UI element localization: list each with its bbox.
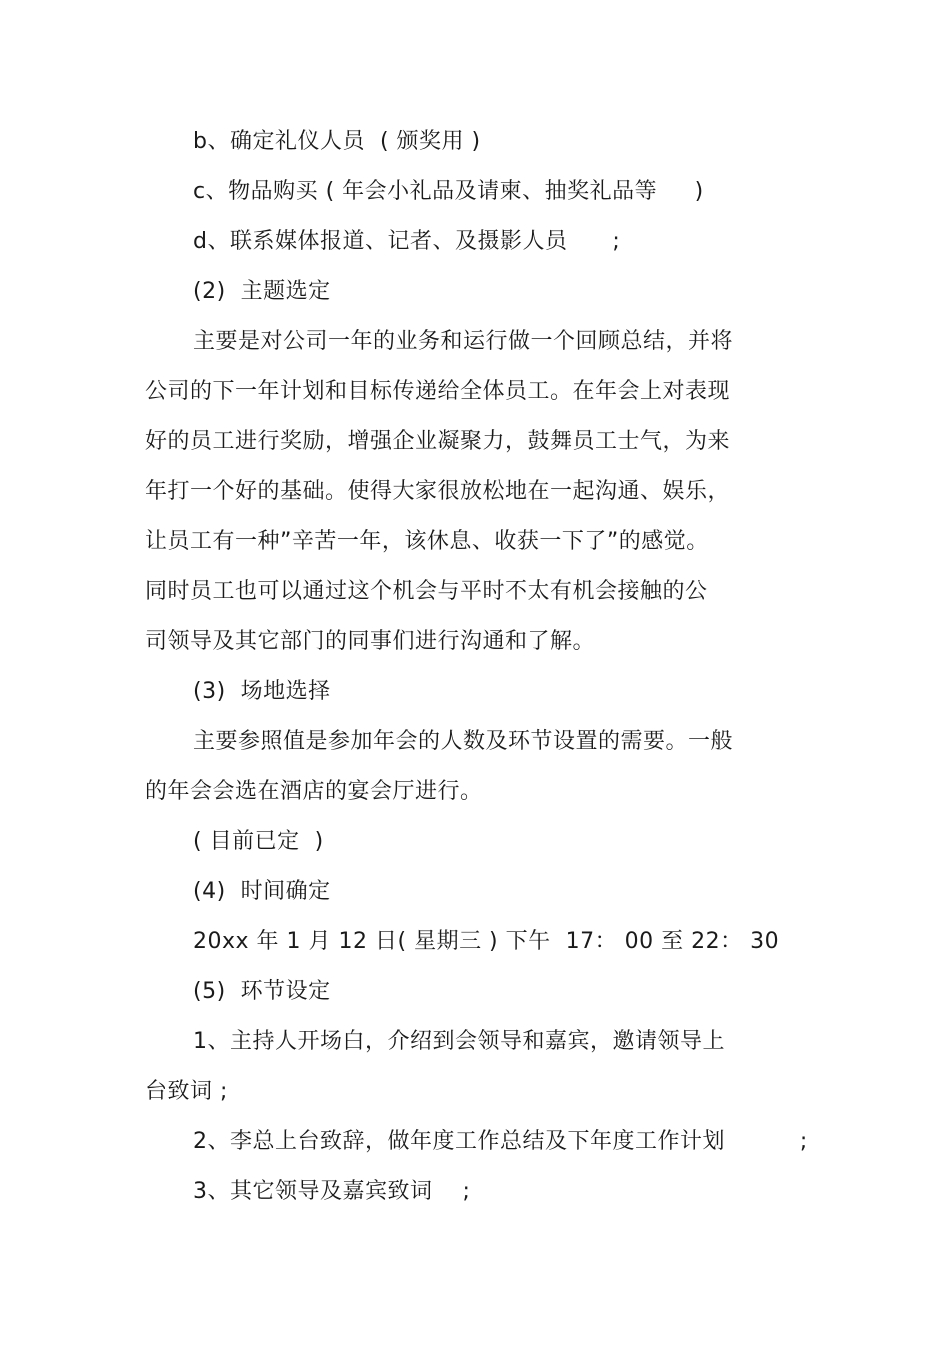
paragraph-line: 司领导及其它部门的同事们进行沟通和了解。 <box>145 629 596 654</box>
section-heading-venue: (3) 场地选择 <box>193 679 331 704</box>
paragraph-line: 同时员工也可以通过这个机会与平时不太有机会接触的公 <box>145 579 708 604</box>
paragraph-line: 公司的下一年计划和目标传递给全体员工。在年会上对表现 <box>145 379 731 404</box>
section-heading-theme: (2) 主题选定 <box>193 279 331 304</box>
paragraph-line: 的年会会选在酒店的宴会厅进行。 <box>145 779 483 804</box>
paragraph-line: 主要是对公司一年的业务和运行做一个回顾总结，并将 <box>193 329 734 354</box>
text-line-item-c: c、物品购买 ( 年会小礼品及请柬、抽奖礼品等 ) <box>193 179 704 204</box>
paragraph-line: 好的员工进行奖励，增强企业凝聚力，鼓舞员工士气，为来 <box>145 429 731 454</box>
agenda-item-2: 2、李总上台致辞，做年度工作总结及下年度工作计划 ; <box>193 1129 808 1154</box>
venue-note: ( 目前已定 ) <box>193 829 324 854</box>
paragraph-line: 年打一个好的基础。使得大家很放松地在一起沟通、娱乐， <box>145 479 731 504</box>
section-heading-time: (4) 时间确定 <box>193 879 331 904</box>
text-line-item-d: d、联系媒体报道、记者、及摄影人员 ; <box>193 229 621 254</box>
event-datetime: 20xx 年 1 月 12 日( 星期三 ) 下午 17： 00 至 22： 30 <box>193 929 780 954</box>
agenda-item-3: 3、其它领导及嘉宾致词 ; <box>193 1179 471 1204</box>
agenda-item-1-continued: 台致词 ; <box>145 1079 228 1104</box>
agenda-item-1: 1、主持人开场白，介绍到会领导和嘉宾，邀请领导上 <box>193 1029 725 1054</box>
paragraph-line: 让员工有一种”辛苦一年，该休息、收获一下了”的感觉。 <box>145 529 709 554</box>
paragraph-line: 主要参照值是参加年会的人数及环节设置的需要。一般 <box>193 729 734 754</box>
section-heading-agenda: (5) 环节设定 <box>193 979 331 1004</box>
text-line-item-b: b、确定礼仪人员 ( 颁奖用 ) <box>193 129 481 154</box>
